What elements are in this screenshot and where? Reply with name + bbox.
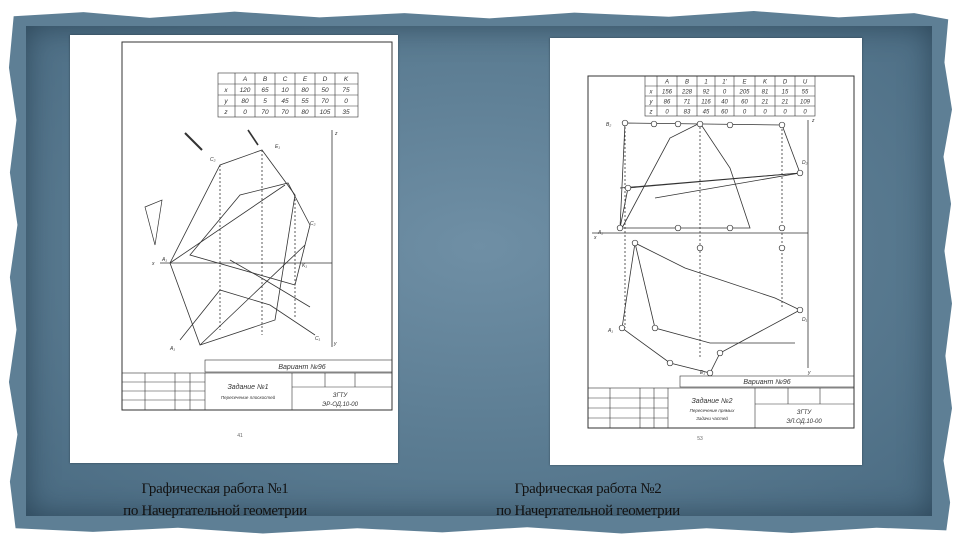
page-number: 41 [237, 433, 243, 439]
table-header: A [664, 79, 670, 86]
caption-work-1 [90, 478, 340, 522]
table-cell: 65 [261, 87, 269, 94]
svg-text:A₂: A₂ [598, 230, 604, 236]
table-cell: 60 [741, 99, 748, 106]
table-cell: 5 [263, 98, 267, 105]
svg-text:E₁: E₁ [700, 370, 705, 376]
table-cell: 40 [721, 99, 728, 106]
caption-line: Графическая работа №1 [141, 481, 289, 497]
table-cell: 80 [241, 98, 249, 105]
task-title: Задание №2 [691, 398, 733, 405]
doc-code: ЭР-ОД.10-00 [322, 402, 358, 408]
table-cell: 0 [243, 109, 247, 116]
svg-text:z: z [335, 131, 338, 137]
table-cell: 92 [702, 89, 710, 96]
svg-text:A₁: A₁ [170, 346, 175, 352]
task-subtitle-2: Задачи частей [696, 416, 728, 421]
task-subtitle: Пересечение плоскостей [220, 395, 276, 400]
org-code: ЗГТУ [332, 393, 348, 399]
table-cell: 45 [281, 98, 289, 105]
table-cell: 0 [742, 109, 747, 116]
table-header: E [302, 76, 308, 83]
table-cell: 75 [342, 87, 350, 94]
svg-text:A₁: A₁ [162, 257, 167, 263]
table-cell: 228 [681, 89, 693, 96]
table-cell: 0 [344, 98, 348, 105]
caption-line: Графическая работа №2 [514, 481, 662, 497]
table-header: 1' [722, 79, 727, 86]
table-header: 1 [704, 79, 708, 86]
svg-text:z: z [812, 118, 815, 124]
svg-text:x: x [152, 261, 155, 267]
svg-text:B₂: B₂ [606, 122, 612, 128]
table-cell: 81 [761, 89, 769, 96]
table-cell: 80 [301, 87, 309, 94]
table-header: A [242, 76, 248, 83]
svg-text:y: y [808, 370, 811, 376]
table-cell: 0 [783, 109, 787, 116]
table-cell: y [649, 99, 653, 106]
svg-text:A₁: A₁ [608, 328, 613, 334]
sheet-border [588, 76, 854, 428]
task-title: Задание №1 [227, 384, 269, 391]
table-cell: x [224, 87, 228, 94]
svg-text:x: x [594, 235, 597, 241]
table-header: D [322, 76, 328, 83]
table-cell: 70 [321, 98, 329, 105]
table-cell: 60 [721, 109, 728, 116]
table-cell: 55 [301, 98, 309, 105]
org-code: ЗГТУ [796, 410, 812, 416]
coordinate-table [645, 76, 815, 116]
svg-text:D₂: D₂ [802, 160, 808, 166]
drawing-1 [70, 35, 398, 463]
table-cell: z [649, 109, 653, 116]
table-header: K [343, 76, 349, 83]
svg-text:C₂: C₂ [210, 157, 216, 163]
page-number: 53 [697, 436, 703, 442]
svg-text:C₁: C₁ [315, 336, 321, 342]
table-cell: 0 [722, 89, 727, 96]
table-cell: 156 [661, 89, 673, 96]
table-cell: 15 [781, 89, 789, 96]
table-cell: 35 [342, 109, 350, 116]
table-cell: 70 [281, 109, 289, 116]
drawing-sheet-2 [550, 38, 862, 465]
point-labels-1 [151, 131, 338, 352]
svg-text:D₁: D₁ [802, 317, 808, 323]
table-cell: 80 [301, 109, 309, 116]
table-cell: 50 [321, 87, 329, 94]
table-cell: 0 [763, 109, 767, 116]
table-header: K [762, 79, 768, 86]
table-cell: y [224, 98, 228, 105]
table-cell: 21 [781, 99, 789, 106]
caption-work-2 [472, 478, 704, 522]
table-cell: 0 [665, 109, 669, 116]
table-cell: 21 [761, 99, 769, 106]
table-cell: 83 [683, 109, 691, 116]
svg-text:y: y [334, 341, 337, 347]
drawing-2 [550, 38, 862, 465]
table-cell: 70 [261, 109, 269, 116]
caption-line: по Начертательной геометрии [123, 503, 307, 519]
variant-label: Вариант №96 [743, 379, 791, 386]
table-cell: 0 [803, 109, 807, 116]
table-cell: 116 [701, 99, 711, 106]
table-header: C [282, 76, 288, 83]
table-cell: 10 [281, 87, 289, 94]
doc-code: ЭЛ.ОД.10-00 [786, 419, 822, 425]
table-header: B [262, 76, 268, 83]
task-subtitle: Пересечение прямых [689, 408, 735, 413]
table-header: U [802, 79, 808, 86]
table-cell: z [224, 109, 228, 116]
table-cell: 205 [739, 89, 750, 96]
table-cell: 71 [683, 99, 691, 106]
svg-text:K₁: K₁ [302, 263, 307, 269]
svg-text:C₂: C₂ [310, 221, 316, 227]
table-cell: 55 [801, 89, 809, 96]
table-header: E [742, 79, 747, 86]
table-header: D [782, 79, 788, 86]
sheet-border [122, 42, 392, 410]
table-cell: 86 [663, 99, 671, 106]
table-cell: 45 [702, 109, 710, 116]
variant-label: Вариант №96 [278, 364, 326, 371]
table-cell: 120 [239, 87, 251, 94]
drawing-sheet-1 [70, 35, 398, 463]
svg-text:E₁: E₁ [275, 144, 280, 150]
table-cell: x [649, 89, 653, 96]
caption-line: по Начертательной геометрии [496, 503, 680, 519]
table-cell: 109 [799, 99, 811, 106]
geometry-construction-1 [145, 130, 332, 347]
table-cell: 105 [319, 109, 331, 116]
table-header: B [684, 79, 690, 86]
